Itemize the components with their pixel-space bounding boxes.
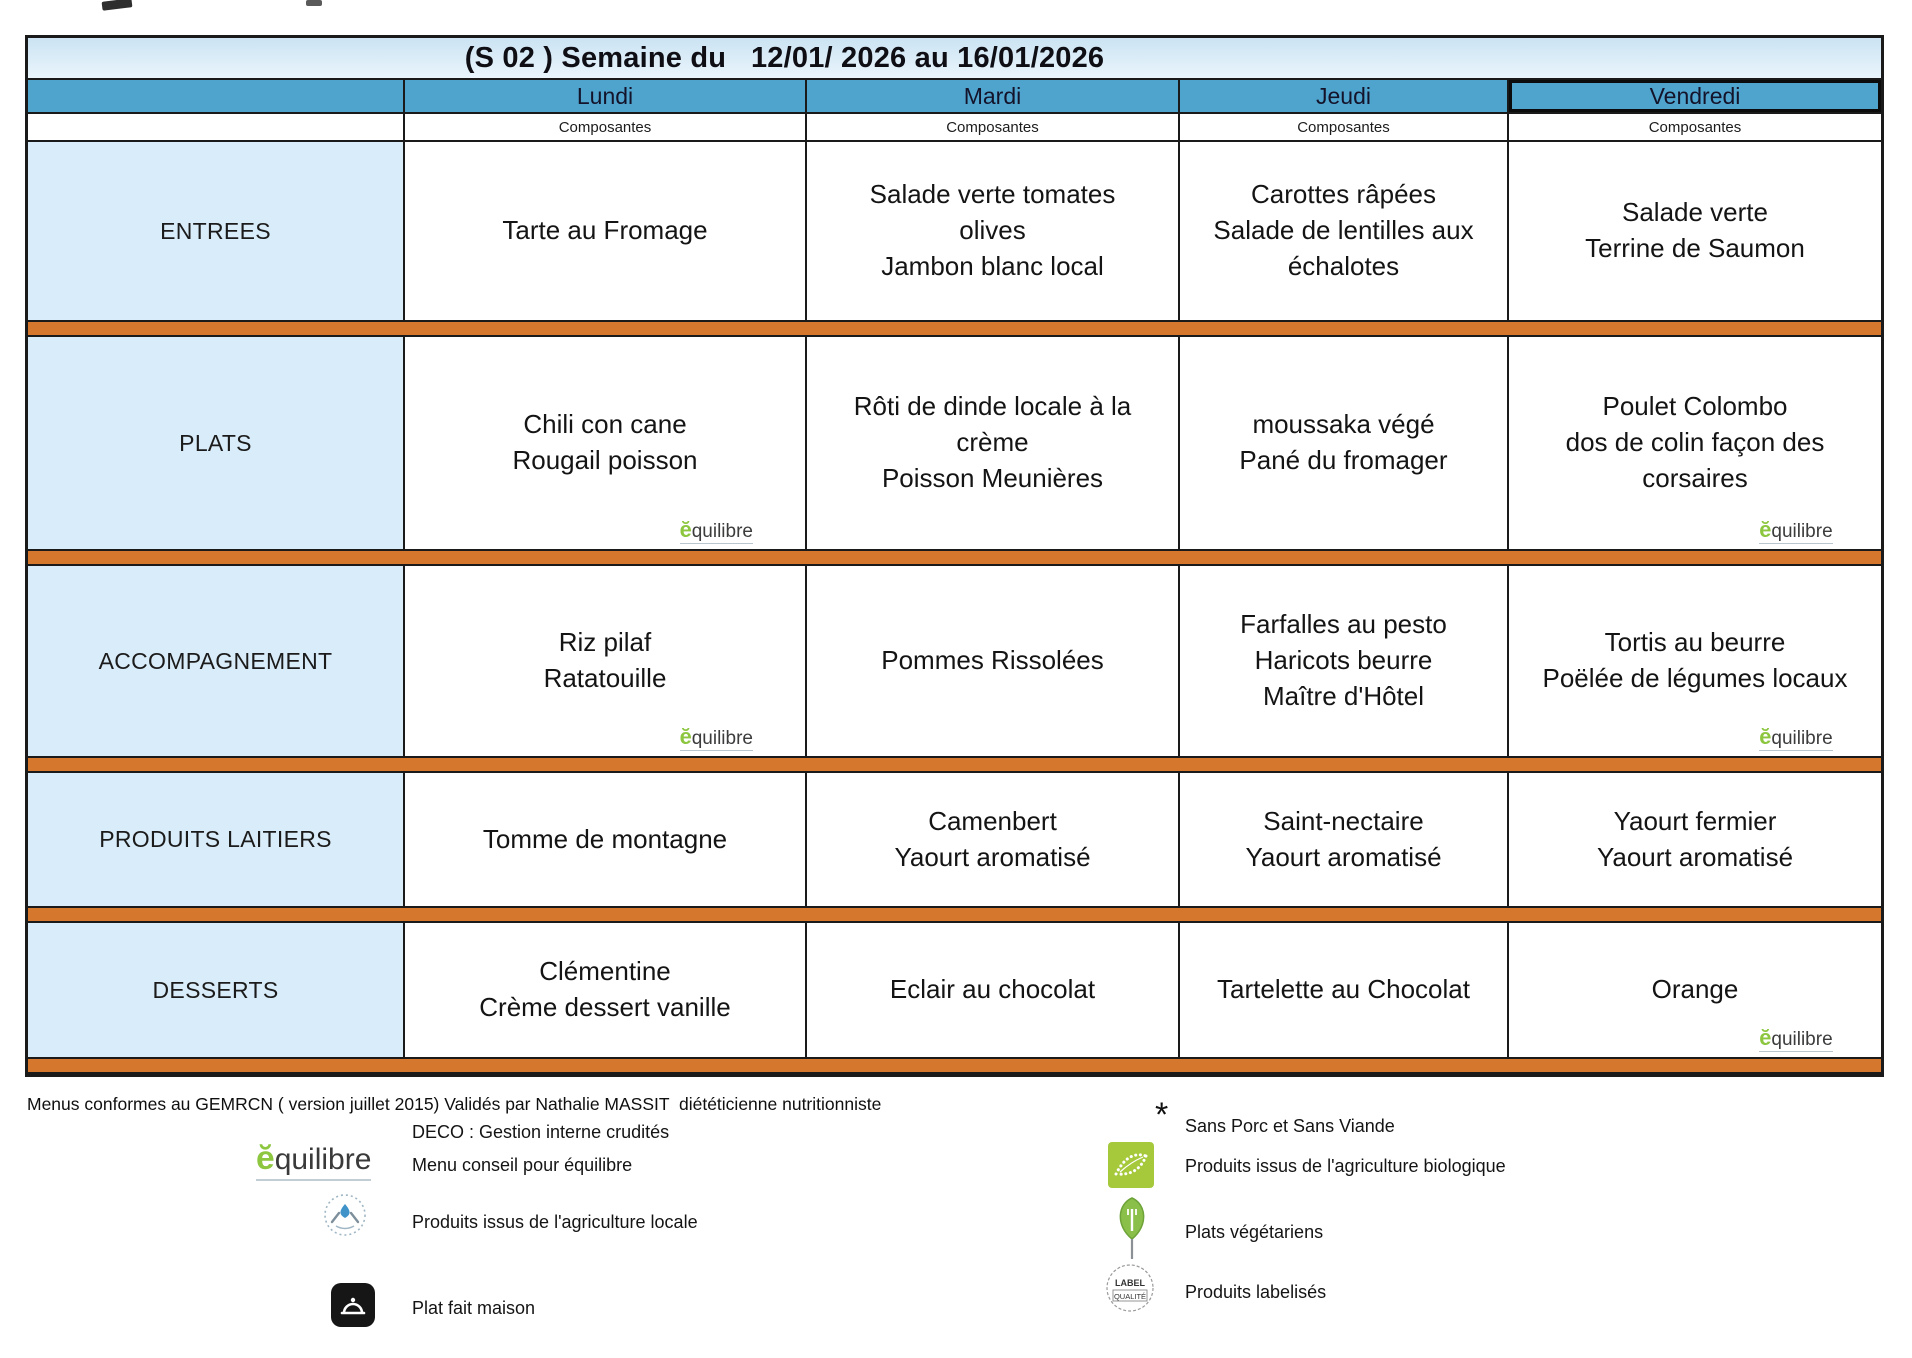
menu-item-text: Haricots beurre: [1254, 645, 1433, 676]
menu-item-text: Pané du fromager: [1239, 445, 1448, 475]
menu-item-text: échalotes: [1287, 250, 1400, 281]
menu-item-text: Salade verte tomates: [869, 179, 1116, 210]
composantes-jeudi: Composantes: [1178, 114, 1507, 140]
menu-item-text: Rougail poisson: [512, 445, 698, 475]
scan-artifact: [102, 0, 133, 11]
menu-item-text: dos de colin façon des: [1565, 427, 1825, 458]
equilibre-logo: [680, 726, 753, 751]
menu-item-text: Tortis au beurre: [1604, 627, 1786, 658]
row-label: ENTREES: [28, 142, 403, 320]
menu-item-text: Clémentine: [539, 956, 671, 987]
menu-cell-mardi: [805, 142, 1178, 320]
day-header-mardi: Mardi: [805, 80, 1178, 112]
menu-item-text: Yaourt aromatisé: [894, 841, 1091, 872]
day-header-row: [28, 78, 1881, 114]
equilibre-logo: ĕquilibre: [256, 1142, 371, 1181]
menu-item-text: Chili con cane: [523, 409, 687, 440]
equilibre-logo-rest: quilibre: [691, 521, 753, 542]
menu-cell-vendredi: [1507, 773, 1881, 906]
day-header-vendredi: Vendredi: [1507, 80, 1881, 112]
menu-cell-jeudi: [1178, 923, 1507, 1057]
bio-icon: [1108, 1142, 1154, 1188]
day-header-spacer: [28, 80, 403, 112]
equilibre-logo-e: ĕ: [1759, 517, 1772, 542]
legend-sans-porc: Sans Porc et Sans Viande: [1185, 1116, 1395, 1136]
legend-bio: Produits issus de l'agriculture biologique: [1185, 1156, 1506, 1176]
menu-item-text: Salade de lentilles aux: [1213, 215, 1474, 246]
composantes-spacer: [28, 114, 403, 140]
legend-labelises: Produits labelisés: [1185, 1282, 1327, 1302]
row-separator: [28, 906, 1881, 923]
menu-cell-lundi: [403, 142, 805, 320]
equilibre-logo: [1759, 519, 1832, 544]
menu-cell-vendredi: [1507, 142, 1881, 320]
row-label: ACCOMPAGNEMENT: [28, 566, 403, 756]
menu-item-text: Rôti de dinde locale à la: [853, 391, 1132, 422]
menu-item-text: Maître d'Hôtel: [1262, 680, 1425, 711]
title-bar: [28, 38, 1881, 78]
menu-row-plats: [28, 337, 1881, 549]
menu-cell-lundi: [403, 923, 805, 1057]
menu-cell-vendredi: [1507, 566, 1881, 756]
equilibre-logo-e: ĕ: [1759, 724, 1772, 749]
menu-item-text: Poulet Colombo: [1602, 391, 1788, 422]
menu-cell-mardi: [805, 923, 1178, 1057]
row-label: DESSERTS: [28, 923, 403, 1057]
day-header-lundi: Lundi: [403, 80, 805, 112]
page-title: (S 02 ) Semaine du 12/01/ 2026 au 16/01/2026: [464, 41, 1105, 74]
legend-agriculture-locale: Produits issus de l'agriculture locale: [412, 1212, 698, 1232]
svg-text:QUALITÉ: QUALITÉ: [1113, 1292, 1147, 1301]
legend-deco: DECO : Gestion interne crudités: [412, 1122, 670, 1142]
plat-fait-maison-icon: [330, 1282, 376, 1328]
svg-text:LABEL: LABEL: [1115, 1278, 1145, 1288]
equilibre-logo: [1759, 726, 1832, 751]
menu-item-text: Terrine de Saumon: [1585, 233, 1805, 263]
menu-cell-jeudi: [1178, 773, 1507, 906]
menu-item-text: crème: [956, 427, 1029, 458]
menu-item-text: Jambon blanc local: [881, 250, 1104, 281]
conformity-note: Menus conformes au GEMRCN ( version juillet 2015) Validés par Nathalie MASSIT diététicienne nutritionniste: [27, 1094, 882, 1114]
equilibre-logo-rest: quilibre: [1771, 728, 1833, 749]
menu-cell-jeudi: [1178, 566, 1507, 756]
legend-plat-fait-maison: Plat fait maison: [412, 1298, 536, 1318]
menu-item-text: Saint-nectaire: [1263, 805, 1424, 836]
row-label: PRODUITS LAITIERS: [28, 773, 403, 906]
menu-cell-mardi: [805, 566, 1178, 756]
row-separator: [28, 756, 1881, 773]
equilibre-logo-rest: quilibre: [1771, 521, 1833, 542]
scan-artifact: [306, 0, 322, 6]
menu-item-text: Tartelette au Chocolat: [1217, 974, 1470, 1005]
equilibre-logo-e: ĕ: [679, 724, 692, 749]
day-header-jeudi: Jeudi: [1178, 80, 1507, 112]
plats-vegetariens-icon: [1112, 1196, 1152, 1262]
menu-item-text: Orange: [1651, 974, 1739, 1005]
menu-item-text: Tomme de montagne: [482, 823, 728, 854]
menu-row-produits-laitiers: [28, 773, 1881, 906]
equilibre-logo-rest: quilibre: [691, 728, 753, 749]
composantes-lundi: Composantes: [403, 114, 805, 140]
legend-menu-conseil: Menu conseil pour équilibre: [412, 1155, 633, 1175]
menu-cell-lundi: [403, 773, 805, 906]
equilibre-logo: [1759, 1027, 1832, 1052]
menu-item-text: Yaourt aromatisé: [1596, 841, 1794, 872]
composantes-row: [28, 114, 1881, 142]
menu-cell-mardi: [805, 337, 1178, 549]
equilibre-logo: [680, 519, 753, 544]
menu-item-text: Poisson Meunières: [881, 462, 1104, 493]
weekly-menu-table: [25, 35, 1884, 1077]
menu-row-entrees: [28, 142, 1881, 320]
equilibre-logo-e: ĕ: [679, 517, 692, 542]
row-separator: [28, 549, 1881, 566]
menu-body: [28, 142, 1881, 1074]
menu-item-text: Carottes râpées: [1251, 179, 1436, 210]
menu-item-text: Ratatouille: [543, 663, 667, 693]
menu-item-text: Yaourt fermier: [1613, 805, 1777, 836]
menu-cell-lundi: [403, 337, 805, 549]
menu-row-accompagnement: [28, 566, 1881, 756]
menu-cell-jeudi: [1178, 337, 1507, 549]
row-label: PLATS: [28, 337, 403, 549]
menu-cell-vendredi: [1507, 337, 1881, 549]
menu-item-text: Eclair au chocolat: [889, 974, 1096, 1005]
menu-item-text: Camenbert: [928, 805, 1057, 836]
menu-row-desserts: [28, 923, 1881, 1057]
menu-item-text: Yaourt aromatisé: [1245, 841, 1442, 872]
label-qualite-icon: [1104, 1262, 1156, 1314]
menu-item-text: Pommes Rissolées: [881, 645, 1104, 676]
equilibre-logo-e: ĕ: [1759, 1025, 1772, 1050]
agriculture-locale-icon: [322, 1192, 368, 1238]
composantes-vendredi: Composantes: [1507, 114, 1881, 140]
menu-cell-mardi: [805, 773, 1178, 906]
menu-item-text: Salade verte: [1622, 197, 1768, 228]
menu-cell-lundi: [403, 566, 805, 756]
menu-item-text: Tarte au Fromage: [502, 215, 708, 246]
equilibre-logo-rest: quilibre: [1771, 1029, 1833, 1050]
menu-item-text: Poëlée de légumes locaux: [1542, 663, 1848, 693]
row-separator: [28, 320, 1881, 337]
asterisk-icon: *: [1155, 1096, 1169, 1134]
menu-cell-jeudi: [1178, 142, 1507, 320]
legend-vegetariens: Plats végétariens: [1185, 1222, 1324, 1242]
menu-item-text: corsaires: [1642, 462, 1748, 493]
menu-item-text: Farfalles au pesto: [1240, 609, 1447, 640]
composantes-mardi: Composantes: [805, 114, 1178, 140]
menu-item-text: moussaka végé: [1252, 409, 1435, 440]
row-separator: [28, 1057, 1881, 1074]
menu-item-text: Crème dessert vanille: [479, 992, 731, 1022]
menu-item-text: olives: [959, 215, 1026, 246]
menu-item-text: Riz pilaf: [558, 627, 652, 658]
menu-cell-vendredi: [1507, 923, 1881, 1057]
